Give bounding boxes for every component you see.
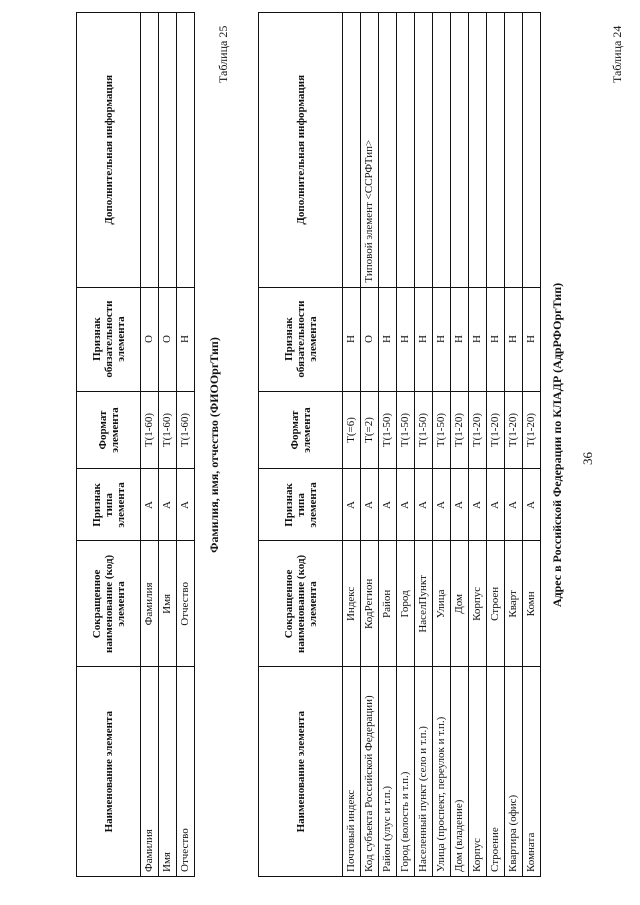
table-24-label: Таблица 24 [610, 25, 624, 83]
cell-type-flag: А [415, 469, 433, 541]
cell-required-flag: Н [451, 287, 469, 391]
cell-format: Т(1-60) [159, 391, 177, 469]
table-row [415, 13, 433, 877]
cell-additional-info [505, 13, 523, 288]
cell-short-name: Город [397, 541, 415, 667]
cell-required-flag: Н [177, 287, 195, 391]
cell-type-flag: А [159, 469, 177, 541]
cell-element-name: Фамилия [141, 667, 159, 877]
cell-short-name: НаселПункт [415, 541, 433, 667]
cell-additional-info [177, 13, 195, 288]
table-row [469, 13, 487, 877]
cell-additional-info [343, 13, 361, 288]
cell-element-name: Город (волость и т.п.) [397, 667, 415, 877]
cell-element-name: Строение [487, 667, 505, 877]
header-type-flag: Признак типа элемента [259, 469, 343, 541]
header-required-flag: Признак обязательности элемента [259, 287, 343, 391]
cell-required-flag: О [141, 287, 159, 391]
cell-short-name: Дом [451, 541, 469, 667]
table-25-title: Фамилия, имя, отчество (ФИООргТип) [207, 337, 221, 553]
cell-required-flag: Н [487, 287, 505, 391]
table-row [523, 13, 541, 877]
cell-format: Т(1-50) [415, 391, 433, 469]
page-number: 36 [580, 452, 595, 465]
fio-table [76, 12, 195, 877]
header-additional-info: Дополнительная информация [259, 13, 343, 288]
cell-element-name: Почтовый индекс [343, 667, 361, 877]
table-row [177, 13, 195, 877]
cell-element-name: Код субъекта Российской Федерации) [361, 667, 379, 877]
cell-type-flag: А [361, 469, 379, 541]
cell-format: Т(1-50) [397, 391, 415, 469]
cell-required-flag: Н [343, 287, 361, 391]
cell-additional-info [487, 13, 505, 288]
cell-element-name: Комната [523, 667, 541, 877]
cell-type-flag: А [343, 469, 361, 541]
cell-format: Т(1-20) [469, 391, 487, 469]
table-25-body [141, 13, 195, 877]
cell-short-name: Фамилия [141, 541, 159, 667]
cell-short-name: Улица [433, 541, 451, 667]
table-row [159, 13, 177, 877]
kladr-address-table [258, 12, 541, 877]
cell-type-flag: А [505, 469, 523, 541]
cell-format: Т(1-20) [451, 391, 469, 469]
table-row [379, 13, 397, 877]
header-element-name: Наименование элемента [259, 667, 343, 877]
header-element-name: Наименование элемента [77, 667, 141, 877]
cell-type-flag: А [379, 469, 397, 541]
cell-additional-info [415, 13, 433, 288]
cell-element-name: Квартира (офис) [505, 667, 523, 877]
cell-format: Т(1-20) [505, 391, 523, 469]
cell-short-name: КодРегион [361, 541, 379, 667]
cell-format: Т(1-50) [433, 391, 451, 469]
cell-additional-info [141, 13, 159, 288]
cell-additional-info [397, 13, 415, 288]
cell-format: Т(1-60) [141, 391, 159, 469]
cell-type-flag: А [433, 469, 451, 541]
cell-format: Т(1-50) [379, 391, 397, 469]
table-25-label: Таблица 25 [216, 25, 230, 83]
header-format: Формат элемента [259, 391, 343, 469]
cell-short-name: Отчество [177, 541, 195, 667]
cell-short-name: Корпус [469, 541, 487, 667]
cell-format: Т(1-60) [177, 391, 195, 469]
cell-element-name: Корпус [469, 667, 487, 877]
cell-additional-info [469, 13, 487, 288]
cell-short-name: Кварт [505, 541, 523, 667]
table-row [141, 13, 159, 877]
cell-short-name: Строен [487, 541, 505, 667]
header-short-name: Сокращенное наименование (код) элемента [77, 541, 141, 667]
header-row [77, 13, 141, 877]
table-row [361, 13, 379, 877]
cell-additional-info [433, 13, 451, 288]
cell-type-flag: А [141, 469, 159, 541]
cell-type-flag: А [523, 469, 541, 541]
header-additional-info: Дополнительная информация [77, 13, 141, 288]
cell-element-name: Отчество [177, 667, 195, 877]
cell-required-flag: Н [415, 287, 433, 391]
cell-type-flag: А [451, 469, 469, 541]
cell-required-flag: Н [433, 287, 451, 391]
cell-required-flag: О [361, 287, 379, 391]
cell-additional-info [379, 13, 397, 288]
table-row [433, 13, 451, 877]
table-row [505, 13, 523, 877]
cell-type-flag: А [487, 469, 505, 541]
cell-element-name: Имя [159, 667, 177, 877]
cell-format: Т(1-20) [487, 391, 505, 469]
cell-element-name: Населенный пункт (село и т.п.) [415, 667, 433, 877]
cell-short-name: Район [379, 541, 397, 667]
cell-short-name: Индекс [343, 541, 361, 667]
cell-type-flag: А [469, 469, 487, 541]
cell-type-flag: А [177, 469, 195, 541]
table-row [487, 13, 505, 877]
header-row [259, 13, 343, 877]
table-row [451, 13, 469, 877]
cell-additional-info [523, 13, 541, 288]
cell-element-name: Улица (проспект, переулок и т.п.) [433, 667, 451, 877]
cell-short-name: Комн [523, 541, 541, 667]
cell-format: Т(=6) [343, 391, 361, 469]
cell-required-flag: Н [523, 287, 541, 391]
cell-required-flag: О [159, 287, 177, 391]
cell-type-flag: А [397, 469, 415, 541]
cell-additional-info [451, 13, 469, 288]
cell-additional-info: Типовой элемент <ССРФТип> [361, 13, 379, 288]
cell-format: Т(1-20) [523, 391, 541, 469]
cell-additional-info [159, 13, 177, 288]
cell-format: Т(=2) [361, 391, 379, 469]
cell-element-name: Дом (владение) [451, 667, 469, 877]
header-required-flag: Признак обязательности элемента [77, 287, 141, 391]
cell-element-name: Район (улус и т.п.) [379, 667, 397, 877]
table-row [397, 13, 415, 877]
header-format: Формат элемента [77, 391, 141, 469]
table-24-title: Адрес в Российской Федерации по КЛАДР (АдрРФОргТип) [550, 282, 564, 608]
cell-required-flag: Н [505, 287, 523, 391]
cell-short-name: Имя [159, 541, 177, 667]
header-type-flag: Признак типа элемента [77, 469, 141, 541]
header-short-name: Сокращенное наименование (код) элемента [259, 541, 343, 667]
cell-required-flag: Н [469, 287, 487, 391]
cell-required-flag: Н [397, 287, 415, 391]
cell-required-flag: Н [379, 287, 397, 391]
table-24-body [343, 13, 541, 877]
table-row [343, 13, 361, 877]
